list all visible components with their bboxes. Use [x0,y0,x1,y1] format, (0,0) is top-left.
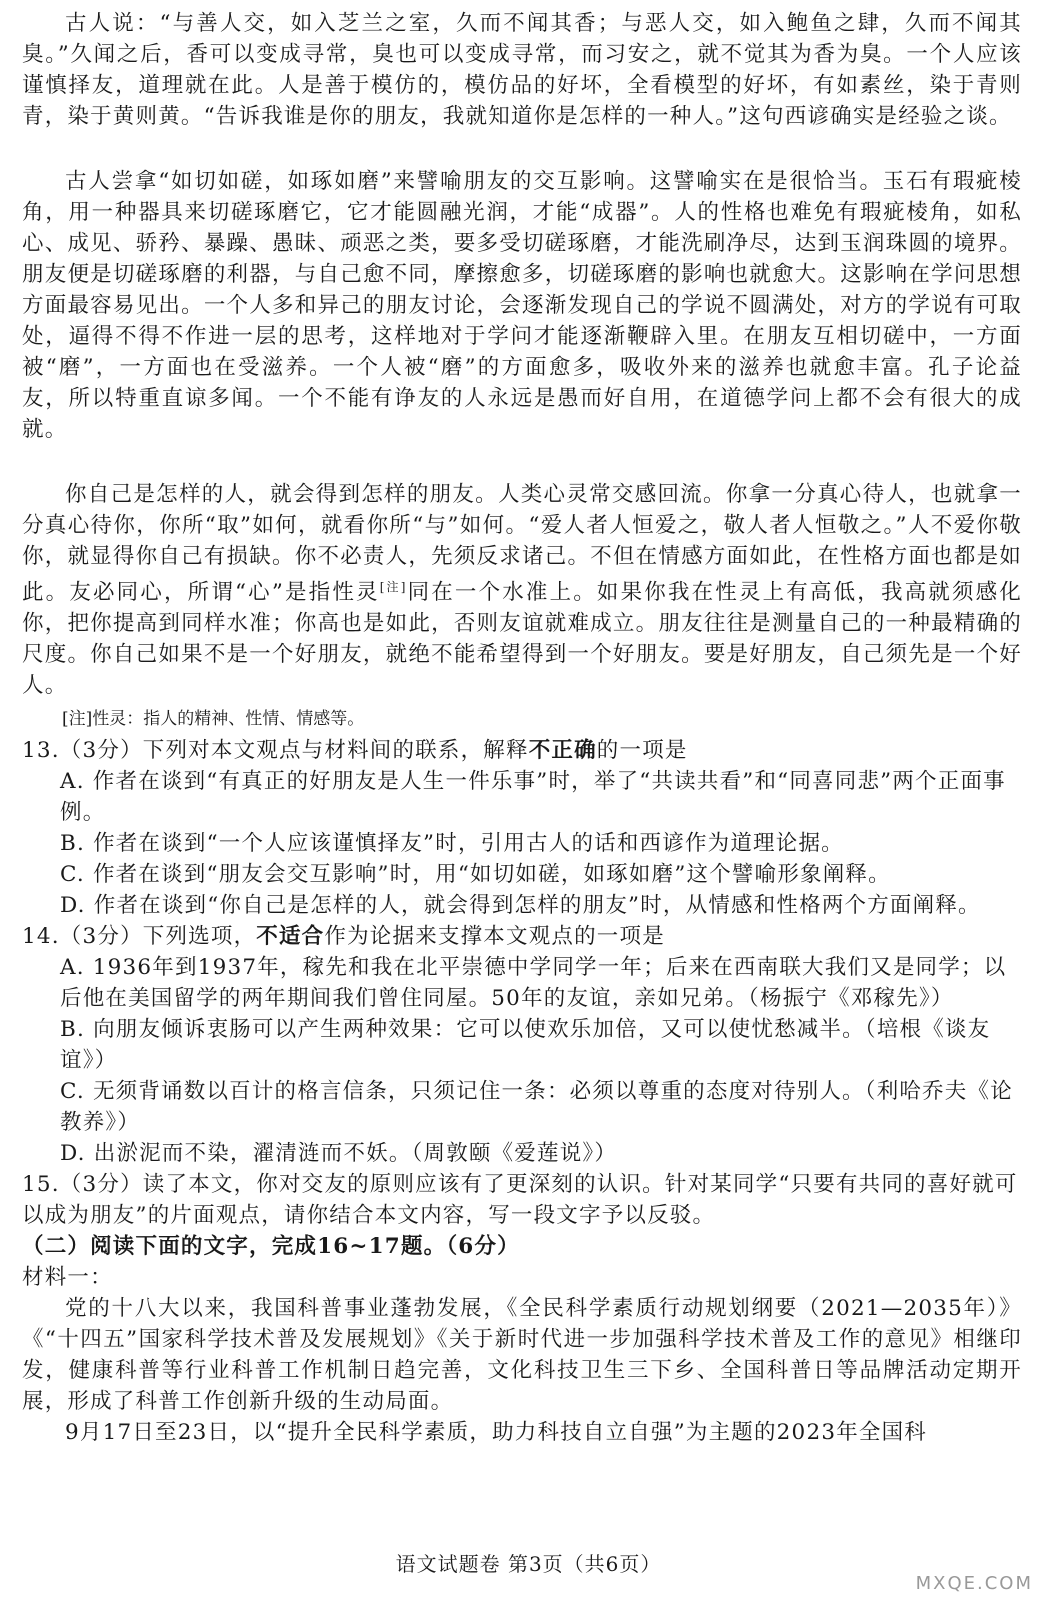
q13-stem-emphasis: 不正确 [528,738,597,764]
q14-option-a: A. 1936年到1937年，稼先和我在北平崇德中学同学一年；后来在西南联大我们又是同学；以后他在美国留学的两年期间我们曾住同屋。50年的友谊，亲如兄弟。（杨振宁《邓稼先》） [60,955,1007,1012]
watermark-logo: MXQE.COM [915,1573,1033,1594]
q14-option-c: C. 无须背诵数以百计的格言信条，只须记住一条：必须以尊重的态度对待别人。（利哈乔夫《论教养》） [60,1079,1013,1136]
q14-option-d: D. 出淤泥而不染，濯清涟而不妖。（周敦颐《爱莲说》） [60,1141,618,1167]
passage-paragraph-1: 古人说：“与善人交，如入芝兰之室，久而不闻其香；与恶人交，如入鲍鱼之肆，久而不闻其臭。”久闻之后，香可以变成寻常，臭也可以变成寻常，而习安之，就不觉其为香为臭。一个人应该谨慎择友，道理就在此。人是善于模仿的，模仿品的好坏，全看模型的好坏，有如素丝，染于青则青，染于黄则黄。“告诉我谁是你的朋友，我就知道你是怎样的一种人。”这句西谚确实是经验之谈。 [22,11,1022,129]
q14-option-b: B. 向朋友倾诉衷肠可以产生两种效果：它可以使欢乐加倍，又可以使忧愁减半。（培根《谈友谊》） [60,1017,991,1074]
q14-stem-emphasis: 不适合 [256,924,325,950]
q13-option-c: C. 作者在谈到“朋友会交互影响”时，用“如切如磋，如琢如磨”这个譬喻形象阐释。 [60,862,891,888]
material-1-paragraph-2: 9月17日至23日，以“提升全民科学素质，助力科技自立自强”为主题的2023年全国科 [65,1420,927,1446]
material-1-label: 材料一： [22,1265,113,1291]
section-2-heading: （二）阅读下面的文字，完成16~17题。（6分） [22,1234,520,1260]
note-marker: [注] [379,580,407,594]
material-1-paragraph-1: 党的十八大以来，我国科普事业蓬勃发展，《全民科学素质行动规划纲要（2021—2035年）》《“十四五”国家科学技术普及发展规划》《关于新时代进一步加强科学技术普及工作的意见》相继印发，健康科普等行业科普工作机制日趋完善，文化科技卫生三下乡、全国科普日等品牌活动定期开展，形成了科普工作创新升级的生动局面。 [22,1296,1022,1415]
page-footer: 语文试题卷 第3页（共6页） [395,1552,662,1576]
question-13-stem [22,735,1022,766]
paragraph-3-text-a: 你自己是怎样的人，就会得到怎样的朋友。人类心灵常交感回流。你拿一分真心待人，也就拿一分真心待你，你所“取”如何，就看你所“与”如何。“爱人者人恒爱之，敬人者人恒敬之。”人不爱你敬你，就显得你自己有损缺。你不必责人，先须反求诸己。不但在情感方面如此，在性格方面也都是如此。友必同心，所谓“心”是指性灵 [22,482,1022,606]
exam-page [22,8,1022,1448]
passage-paragraph-3 [22,479,1022,701]
q14-stem-b: 作为论据来支撑本文观点的一项是 [324,924,665,950]
question-15-stem: 15.（3分）读了本文，你对交友的原则应该有了更深刻的认识。针对某同学“只要有共同的喜好就可以成为朋友”的片面观点，请你结合本文内容，写一段文字予以反驳。 [22,1172,1018,1229]
question-14-stem [22,921,1022,952]
q13-stem-a: 13.（3分）下列对本文观点与材料间的联系，解释 [22,738,529,764]
q13-stem-b: 的一项是 [596,738,688,764]
q13-option-d: D. 作者在谈到“你自己是怎样的人，就会得到怎样的朋友”时，从情感和性格两个方面阐释。 [60,893,981,919]
q14-stem-a: 14.（3分）下列选项， [22,924,257,950]
passage-paragraph-2: 古人尝拿“如切如磋，如琢如磨”来譬喻朋友的交互影响。这譬喻实在是很恰当。玉石有瑕疵棱角，用一种器具来切磋琢磨它，它才能圆融光润，才能“成器”。人的性格也难免有瑕疵棱角，如私心、成见、骄矜、暴躁、愚昧、顽恶之类，要多受切磋琢磨，才能洗刷净尽，达到玉润珠圆的境界。朋友便是切磋琢磨的利器，与自己愈不同，摩擦愈多，切磋琢磨的影响也就愈大。这影响在学问思想方面最容易见出。一个人多和异己的朋友讨论，会逐渐发现自己的学说不圆满处，对方的学说有可取处，逼得不得不作进一层的思考，这样地对于学问才能逐渐鞭辟入里。在朋友互相切磋中，一方面被“磨”，一方面也在受滋养。一个人被“磨”的方面愈多，吸收外来的滋养也就愈丰富。孔子论益友，所以特重直谅多闻。一个不能有诤友的人永远是愚而好自用，在道德学问上都不会有很大的成就。 [22,169,1022,442]
footnote: [注]性灵：指人的精神、性情、情感等。 [62,709,365,730]
q13-option-a: A. 作者在谈到“有真正的好朋友是人生一件乐事”时，举了“共读共看”和“同喜同悲”两个正面事例。 [60,769,1006,826]
paragraph-3-text-b: 同在一个水准上。如果你我在性灵上有高低，我高就须感化你，把你提高到同样水准；你高也是如此，否则友谊就难成立。朋友往往是测量自己的一种最精确的尺度。你自己如果不是一个好朋友，就绝不能希望得到一个好朋友。要是好朋友，自己须先是一个好人。 [22,580,1023,699]
q13-option-b: B. 作者在谈到“一个人应该谨慎择友”时，引用古人的话和西谚作为道理论据。 [60,831,844,857]
